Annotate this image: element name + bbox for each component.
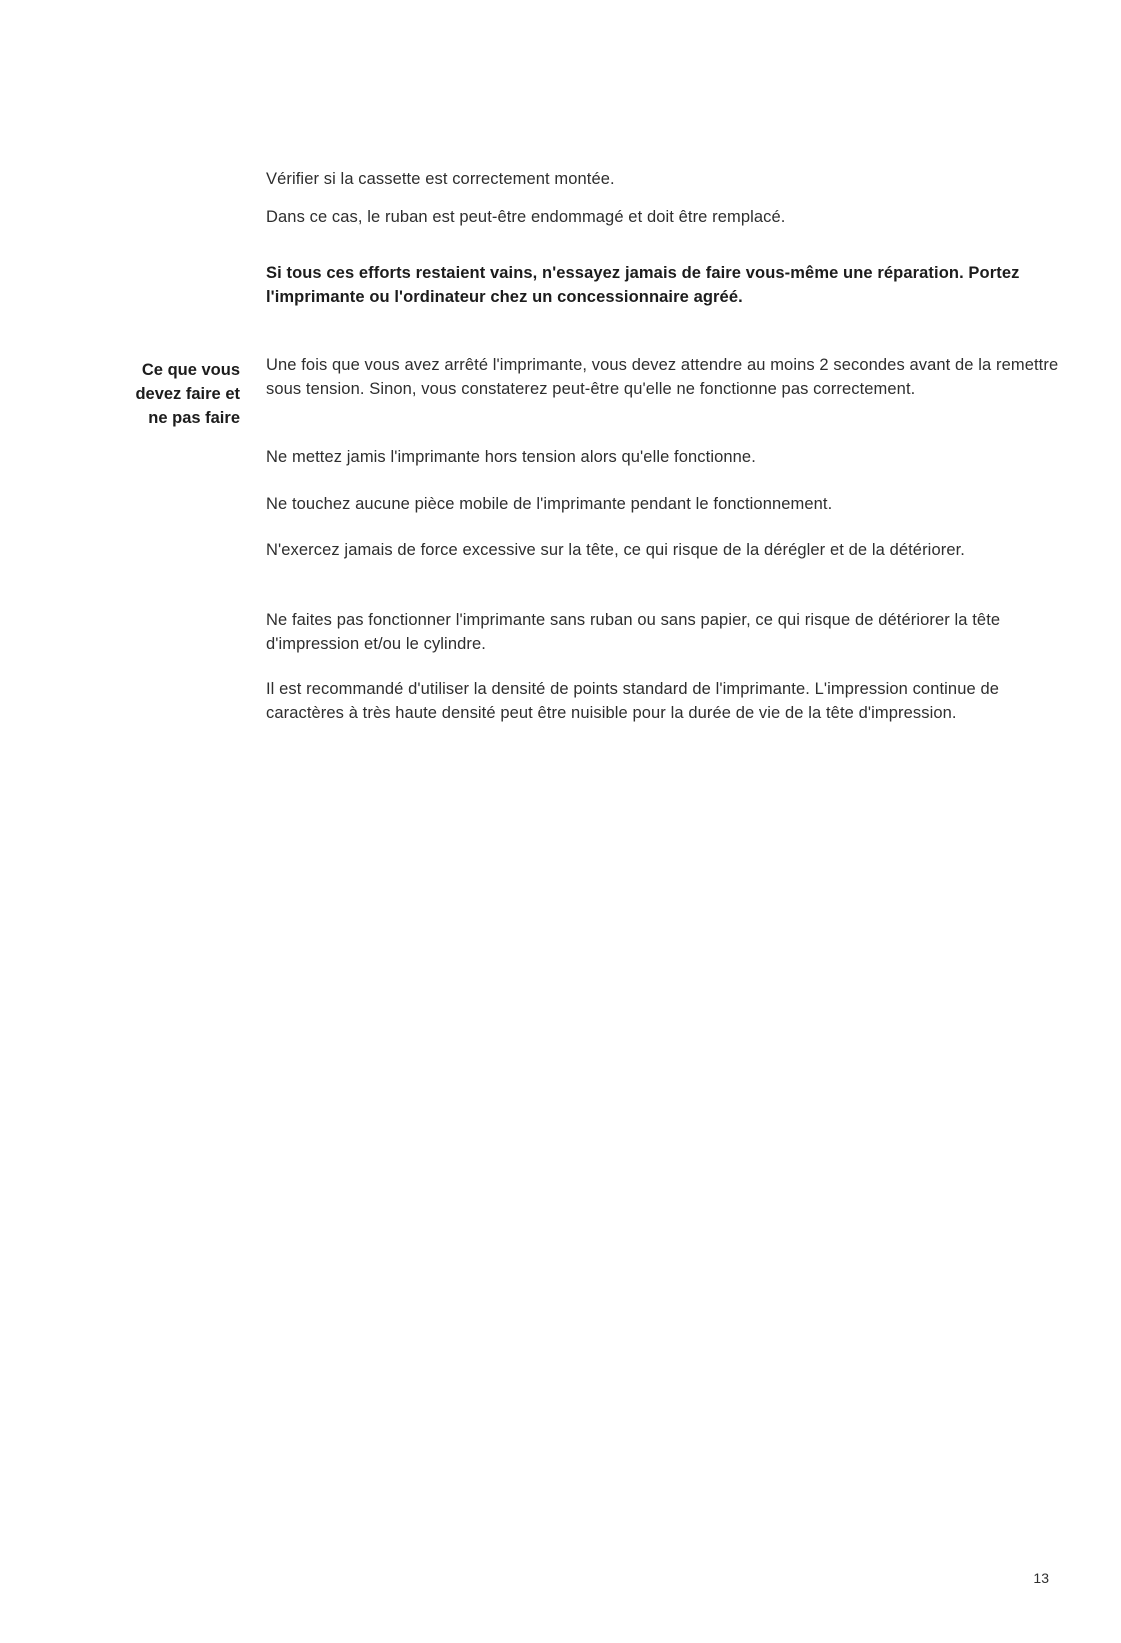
dot-density-paragraph: Il est recommandé d'utiliser la densité de points standard de l'imprimante. L'impression continue de caractères à très haute densité peut être nuisible pour la durée de vie de la tête d'impression. — [266, 680, 999, 722]
cassette-check-paragraph: Vérifier si la cassette est correctement montée. — [266, 170, 615, 188]
page-number: 13 — [1033, 1570, 1049, 1586]
repair-warning: Si tous ces efforts restaient vains, n'essayez jamais de faire vous-même une réparation. Portez l'imprimante ou l'ordinateur chez un concessionnaire agréé. — [266, 264, 1020, 306]
ribbon-paper-paragraph: Ne faites pas fonctionner l'imprimante sans ruban ou sans papier, ce qui risque de détériorer la tête d'impression et/ou le cylindre. — [266, 611, 1001, 653]
restart-delay-paragraph: Une fois que vous avez arrêté l'imprimante, vous devez attendre au moins 2 secondes avant de la remettre sous tension. Sinon, vous constaterez peut-être qu'elle ne fonctionne pas correctement. — [266, 356, 1059, 398]
section-heading — [96, 358, 240, 430]
section-heading-line: Ce que vous — [141, 361, 240, 379]
moving-parts-paragraph: Ne touchez aucune pièce mobile de l'imprimante pendant le fonctionnement. — [266, 495, 833, 513]
ribbon-damage-paragraph: Dans ce cas, le ruban est peut-être endommagé et doit être remplacé. — [266, 208, 786, 226]
section-heading-line: devez faire et — [135, 385, 240, 403]
power-off-paragraph: Ne mettez jamis l'imprimante hors tension alors qu'elle fonctionne. — [266, 448, 756, 466]
section-heading-line: ne pas faire — [148, 409, 240, 427]
head-force-paragraph: N'exercez jamais de force excessive sur la tête, ce qui risque de la dérégler et de la détériorer. — [266, 541, 965, 559]
